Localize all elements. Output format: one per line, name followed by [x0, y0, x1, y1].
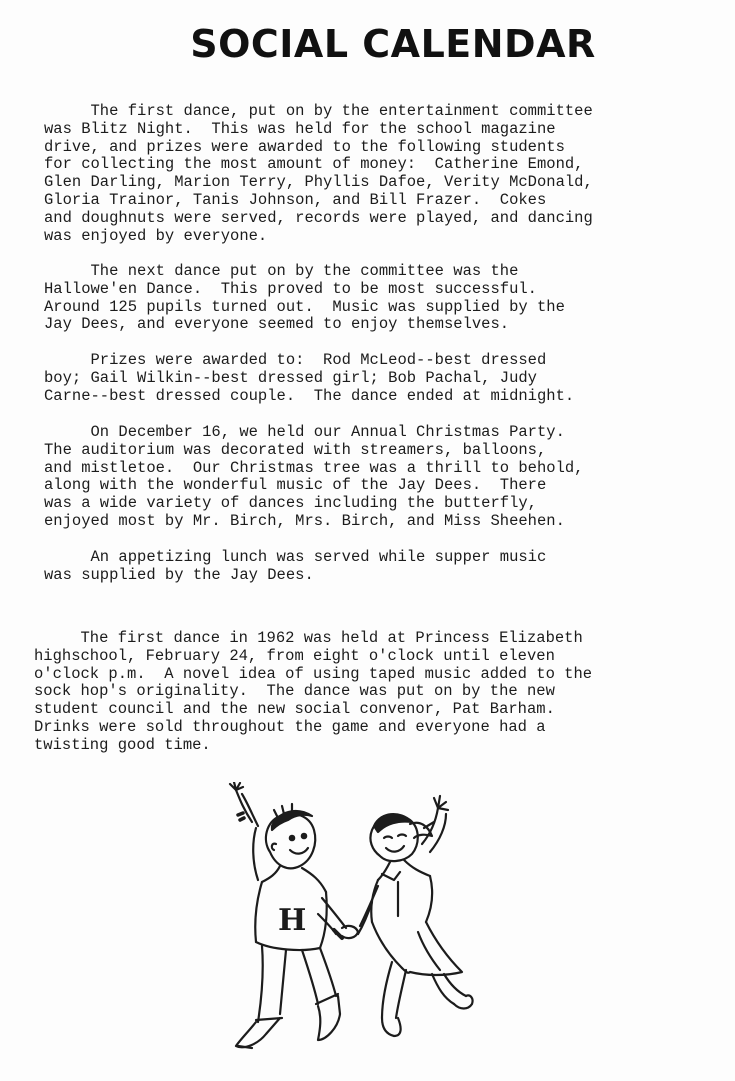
text-line: The next dance put on by the committee was the — [44, 262, 519, 280]
text-line: enjoyed most by Mr. Birch, Mrs. Birch, and Miss Sheehen. — [44, 511, 565, 530]
page-title: SOCIAL CALENDAR — [190, 22, 596, 66]
text-line: Hallowe'en Dance. This proved to be most successful. — [44, 279, 537, 298]
text-line: o'clock p.m. A novel idea of using taped music added to the — [34, 664, 593, 683]
text-line: for collecting the most amount of money: Catherine Emond, — [44, 155, 584, 174]
text-line: The auditorium was decorated with streamers, balloons, — [44, 440, 547, 459]
text-line: Around 125 pupils turned out. Music was supplied by the — [44, 297, 565, 316]
text-line: student council and the new social convenor, Pat Barham. — [34, 700, 555, 719]
text-line: highschool, February 24, from eight o'clock until eleven — [34, 646, 555, 665]
text-line: On December 16, we held our Annual Christmas Party. — [44, 423, 565, 441]
paragraph-first-dance-1962 — [34, 630, 592, 755]
text-line: was enjoyed by everyone. — [44, 226, 268, 245]
text-line: was supplied by the Jay Dees. — [44, 565, 314, 584]
text-line: An appetizing lunch was served while supper music — [44, 548, 547, 566]
paragraph-halloween-prizes — [44, 352, 574, 405]
boy-figure — [230, 782, 358, 1048]
text-line: Glen Darling, Marion Terry, Phyllis Dafoe, Verity McDonald, — [44, 173, 593, 192]
girl-figure — [358, 796, 473, 1036]
text-line: along with the wonderful music of the Jay Dees. There — [44, 476, 547, 495]
text-line: Drinks were sold throughout the game and everyone had a — [34, 717, 546, 736]
dancing-couple-icon — [222, 782, 484, 1064]
text-line: twisting good time. — [34, 735, 211, 754]
paragraph-blitz-night — [44, 103, 593, 245]
text-line: Jay Dees, and everyone seemed to enjoy themselves. — [44, 315, 510, 334]
text-line: and mistletoe. Our Christmas tree was a thrill to behold, — [44, 458, 584, 477]
text-line: and doughnuts were served, records were played, and dancing — [44, 208, 593, 227]
text-line: The first dance in 1962 was held at Princess Elizabeth — [34, 629, 583, 647]
sweater-letter: H — [278, 903, 307, 938]
paragraph-halloween-dance — [44, 263, 565, 334]
text-line: was a wide variety of dances including the butterfly, — [44, 494, 537, 513]
paragraph-christmas-lunch — [44, 549, 546, 585]
paragraph-christmas-party — [44, 424, 584, 531]
text-line: Gloria Trainor, Tanis Johnson, and Bill Frazer. Cokes — [44, 190, 547, 209]
text-line: Prizes were awarded to: Rod McLeod--best dressed — [44, 351, 547, 369]
text-line: The first dance, put on by the entertainment committee — [44, 102, 593, 120]
text-line: drive, and prizes were awarded to the following students — [44, 137, 565, 156]
text-line: sock hop's originality. The dance was put on by the new — [34, 682, 555, 701]
text-line: was Blitz Night. This was held for the school magazine — [44, 119, 556, 138]
text-line: Carne--best dressed couple. The dance ended at midnight. — [44, 386, 575, 405]
text-line: boy; Gail Wilkin--best dressed girl; Bob Pachal, Judy — [44, 368, 537, 387]
